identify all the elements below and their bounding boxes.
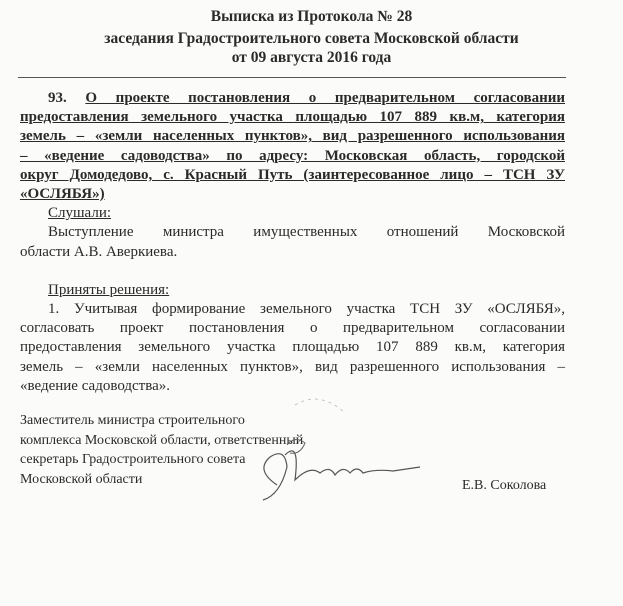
agenda-line: округ Домодедово, с. Красный Путь (заинтересованное лицо – ТСН ЗУ (20, 166, 565, 183)
decision-line: согласовать проект постановления о предварительном согласовании (20, 320, 565, 337)
decision-line: 1. Учитывая формирование земельного участка ТСН ЗУ «ОСЛЯБЯ», (48, 301, 565, 318)
agenda-line: – «ведение садоводства» по адресу: Московская область, городской (20, 147, 565, 164)
signatory-name: Е.В. Соколова (462, 478, 547, 493)
document-title: Выписка из Протокола № 28 (210, 8, 413, 25)
agenda-line: «ОСЛЯБЯ») (20, 186, 105, 203)
heard-line: области А.В. Аверкиева. (20, 243, 178, 260)
document-subtitle: заседания Градостроительного совета Московской области (104, 30, 519, 47)
signatory-line: Московской области (20, 471, 143, 487)
agenda-line: предоставления земельного участка площадью 107 889 кв.м, категория (20, 109, 565, 126)
item-number: 93. (48, 90, 67, 106)
heard-label: Слушали: (48, 205, 112, 222)
signatory-line: комплекса Московской области, ответственный (20, 432, 304, 448)
header-divider (18, 77, 566, 78)
decision-line: «ведение садоводства». (20, 377, 171, 394)
document-date: от 09 августа 2016 года (231, 49, 392, 66)
agenda-line: земель – «земли населенных пунктов», вид разрешенного использования (20, 128, 565, 145)
decision-label: Приняты решения: (48, 281, 170, 298)
item-text: О проекте постановления о предварительном согласовании (85, 90, 566, 106)
heard-line: Выступление министра имущественных отношений Московской (48, 224, 565, 241)
agenda-line-1 (20, 89, 565, 108)
signatory-line: секретарь Градостроительного совета (20, 452, 246, 467)
decision-line: предоставления земельного участка площадью 107 889 кв.м, категория (20, 339, 565, 356)
handwritten-signature (225, 385, 425, 515)
signatory-line: Заместитель министра строительного (20, 413, 245, 428)
agenda-item (20, 89, 565, 396)
decision-line: земель – «земли населенных пунктов», вид разрешенного использования – (20, 358, 565, 375)
